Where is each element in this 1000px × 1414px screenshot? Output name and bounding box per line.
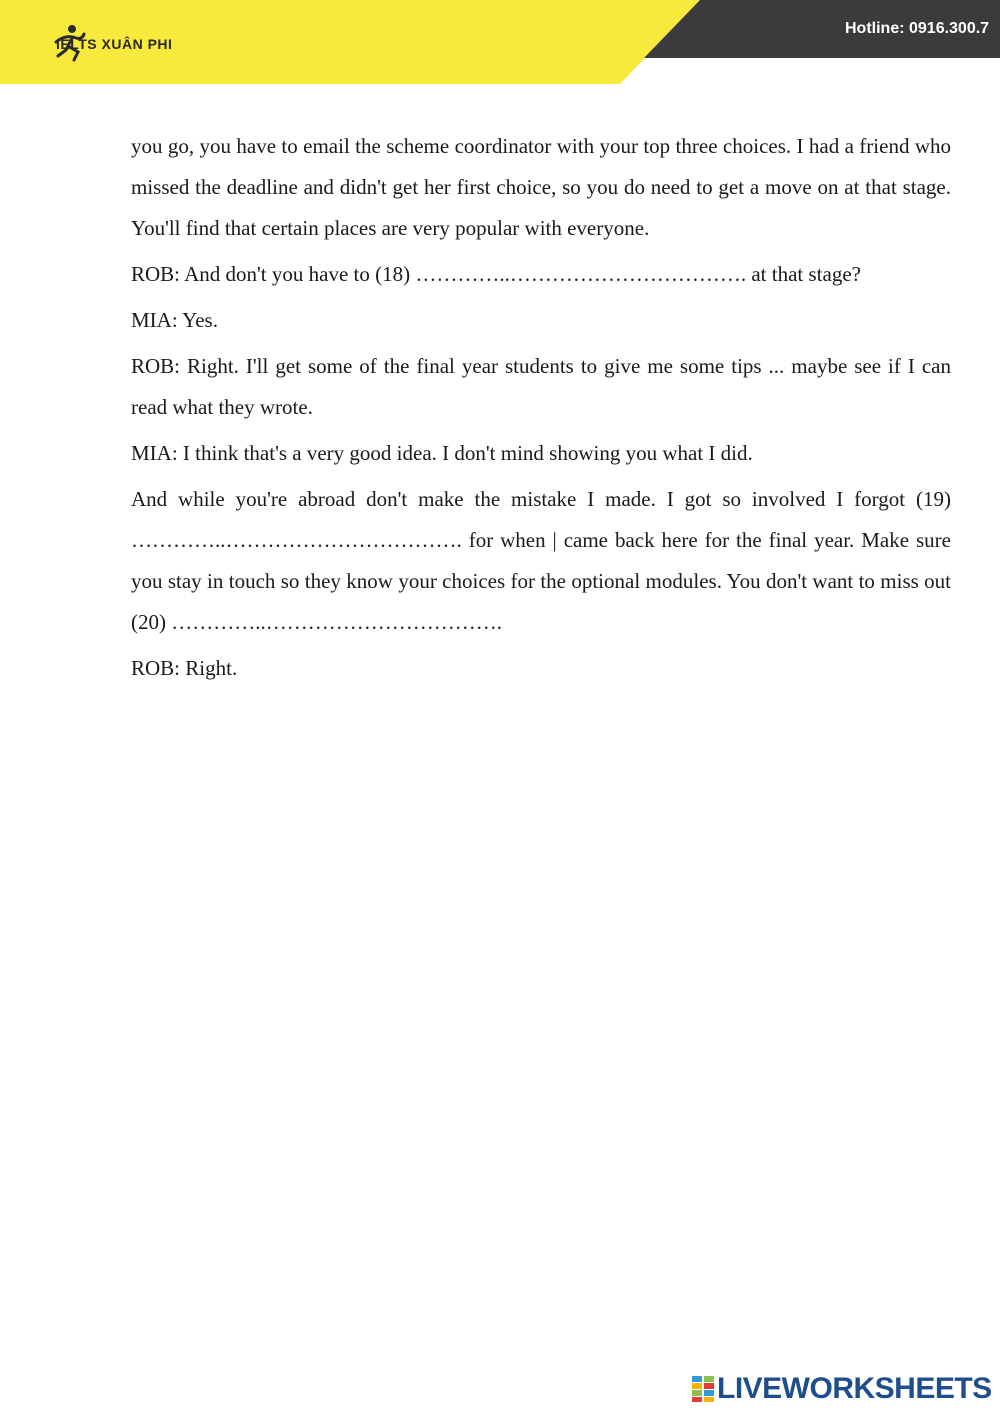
page-header bbox=[0, 0, 1000, 84]
transcript-line-mia: MIA: I think that's a very good idea. I don't mind showing you what I did. bbox=[131, 441, 753, 465]
ielts-xuan-phi-logo bbox=[52, 22, 172, 62]
transcript-line-rob: ROB: And don't you have to (18) …………..……………………………. at that stage? bbox=[131, 262, 861, 286]
liveworksheets-wordmark: LIVEWORKSHEETS bbox=[717, 1372, 992, 1405]
transcript-line-mia: MIA: Yes. bbox=[131, 308, 218, 332]
liveworksheets-blocks-icon bbox=[692, 1376, 714, 1402]
transcript-line-rob: ROB: Right. I'll get some of the final year students to give me some tips ... maybe see if I can read what they wrote. bbox=[131, 354, 951, 419]
transcript-paragraph: And while you're abroad don't make the mistake I made. I got so involved I forgot (19) …………..……………………………. for when | came back here for the final year. Make sure you stay in touch so they know your choices for the optional modules. You don't want to miss out (20) …………..……………………………. bbox=[131, 487, 951, 634]
transcript-body bbox=[131, 126, 951, 694]
liveworksheets-logo bbox=[692, 1374, 992, 1404]
runner-figure-icon bbox=[52, 22, 88, 62]
brand-name: IELTS XUÂN PHI bbox=[56, 36, 173, 52]
hotline-text: Hotline: 0916.300.7 bbox=[845, 20, 990, 37]
transcript-paragraph: you go, you have to email the scheme coordinator with your top three choices. I had a friend who missed the deadline and didn't get her first choice, so you do need to get a move on at that stage. You'll find that certain places are very popular with everyone. bbox=[131, 134, 951, 240]
transcript-line-rob: ROB: Right. bbox=[131, 656, 238, 680]
